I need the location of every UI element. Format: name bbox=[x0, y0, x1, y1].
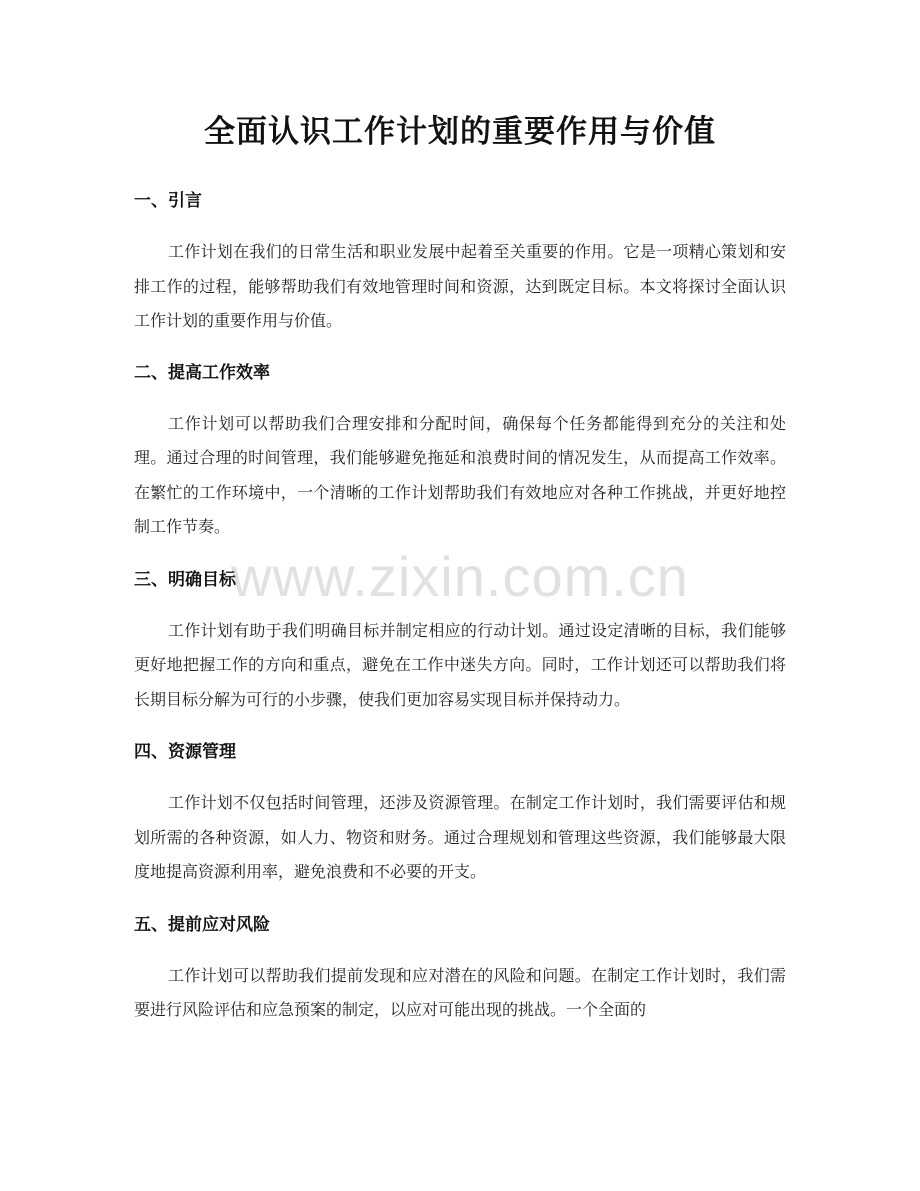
section-paragraph: 工作计划在我们的日常生活和职业发展中起着至关重要的作用。它是一项精心策划和安排工作的过程，能够帮助我们有效地管理时间和资源，达到既定目标。本文将探讨全面认识工作计划的重要作用与价值。 bbox=[134, 242, 786, 330]
section-goals bbox=[134, 568, 786, 718]
section-paragraph: 工作计划不仅包括时间管理，还涉及资源管理。在制定工作计划时，我们需要评估和规划所需的各种资源，如人力、物资和财务。通过合理规划和管理这些资源，我们能够最大限度地提高资源利用率，避免浪费和不必要的开支。 bbox=[134, 793, 786, 881]
section-paragraph: 工作计划可以帮助我们合理安排和分配时间，确保每个任务都能得到充分的关注和处理。通过合理的时间管理，我们能够避免拖延和浪费时间的情况发生，从而提高工作效率。在繁忙的工作环境中，一个清晰的工作计划帮助我们有效地应对各种工作挑战，并更好地控制工作节奏。 bbox=[134, 413, 786, 536]
section-heading: 五、提前应对风险 bbox=[134, 914, 270, 935]
section-paragraph: 工作计划可以帮助我们提前发现和应对潜在的风险和问题。在制定工作计划时，我们需要进行风险评估和应急预案的制定，以应对可能出现的挑战。一个全面的 bbox=[134, 965, 786, 1019]
section-heading: 四、资源管理 bbox=[134, 742, 236, 762]
section-paragraph: 工作计划有助于我们明确目标并制定相应的行动计划。通过设定清晰的目标，我们能够更好地把握工作的方向和重点，避免在工作中迷失方向。同时，工作计划还可以帮助我们将长期目标分解为可行的小步骤，使我们更加容易实现目标并保持动力。 bbox=[134, 620, 786, 709]
section-heading: 三、明确目标 bbox=[134, 569, 236, 590]
watermark: www.zixin.com.cn bbox=[231, 545, 689, 608]
section-resources bbox=[134, 740, 786, 890]
section-heading: 一、引言 bbox=[134, 191, 202, 211]
section-introduction bbox=[134, 189, 786, 339]
document-title: 全面认识工作计划的重要作用与价值 bbox=[204, 114, 716, 150]
section-efficiency bbox=[134, 361, 786, 545]
section-risks bbox=[134, 913, 786, 1028]
section-heading: 二、提高工作效率 bbox=[134, 362, 270, 383]
